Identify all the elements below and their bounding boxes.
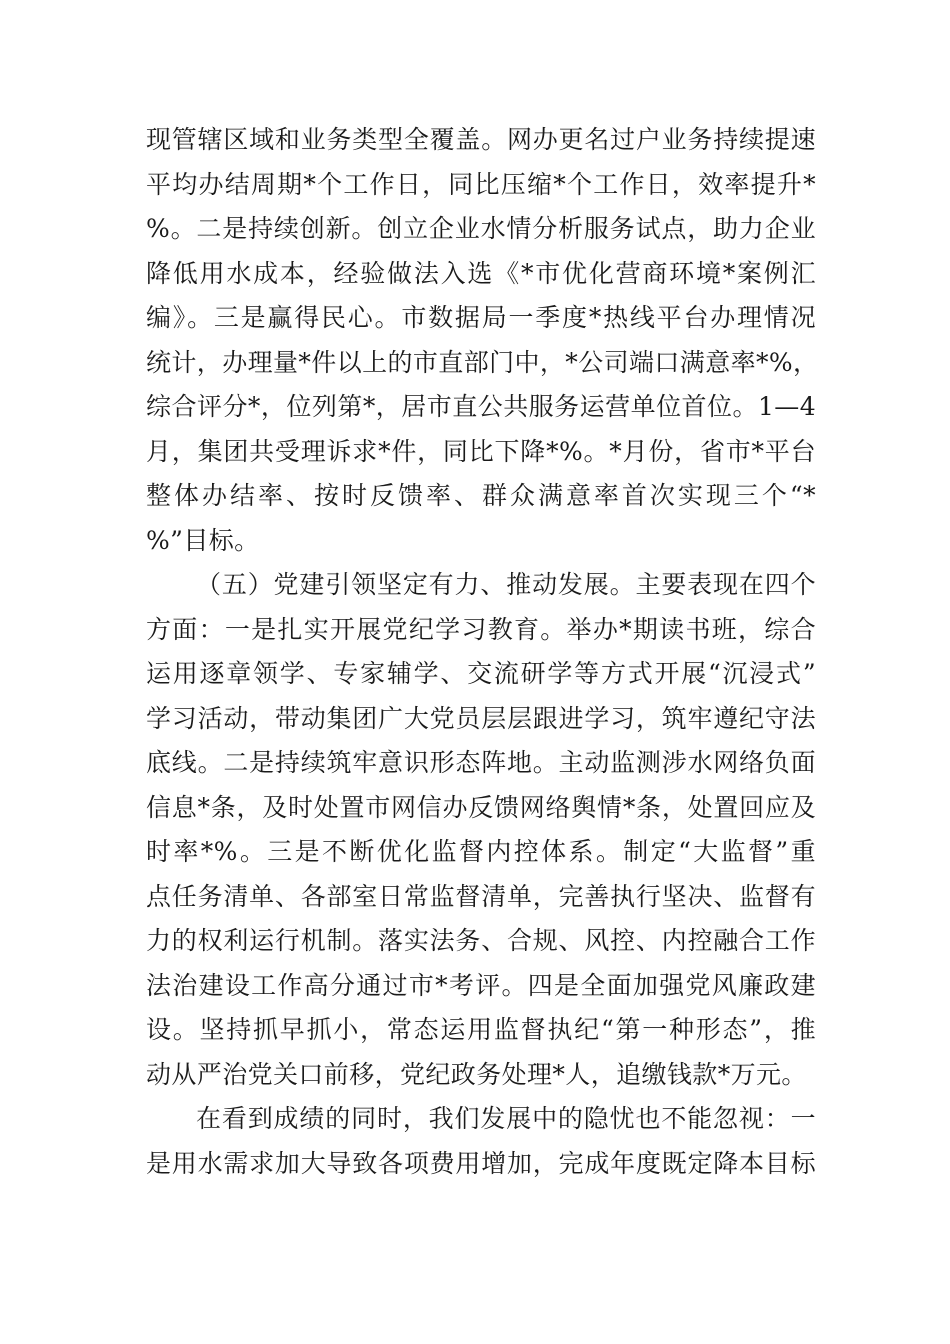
- text-line: 时率*%。三是不断优化监督内控体系。制定“大监督”重: [146, 837, 816, 866]
- text-line: 降低用水成本，经验做法入选《*市优化营商环境*案例汇: [146, 258, 816, 288]
- text-line: 底线。二是持续筑牢意识形态阵地。主动监测涉水网络负面: [146, 748, 816, 777]
- text-line: 学习活动，带动集团广大党员层层跟进学习，筑牢遵纪守法: [146, 703, 816, 733]
- text-line: 现管辖区域和业务类型全覆盖。网办更名过户业务持续提速: [146, 125, 816, 154]
- text-line: 动从严治党关口前移，党纪政务处理*人，追缴钱款*万元。: [146, 1059, 807, 1089]
- text-line: 法治建设工作高分通过市*考评。四是全面加强党风廉政建: [146, 970, 816, 1000]
- text-line: 在看到成绩的同时，我们发展中的隐忧也不能忽视：一: [196, 1104, 816, 1133]
- text-line: 综合评分*，位列第*，居市直公共服务运营单位首位。1—4: [146, 392, 816, 421]
- text-line: 月，集团共受理诉求*件，同比下降*%。*月份，省市*平台: [146, 436, 816, 466]
- text-line: 力的权利运行机制。落实法务、合规、风控、内控融合工作: [146, 926, 816, 955]
- text-line: %”目标。: [146, 525, 260, 555]
- text-line: 信息*条，及时处置市网信办反馈网络舆情*条，处置回应及: [146, 792, 816, 822]
- text-line: 点任务清单、各部室日常监督清单，完善执行坚决、监督有: [146, 881, 816, 911]
- text-line: 是用水需求加大导致各项费用增加，完成年度既定降本目标: [146, 1148, 816, 1178]
- text-line: 编》。三是赢得民心。市数据局一季度*热线平台办理情况: [146, 303, 816, 332]
- text-line: 运用逐章领学、专家辅学、交流研学等方式开展“沉浸式”: [146, 659, 816, 688]
- text-line: %。二是持续创新。创立企业水情分析服务试点，助力企业: [146, 214, 816, 243]
- text-line: 平均办结周期*个工作日，同比压缩*个工作日，效率提升*: [146, 169, 816, 199]
- text-line: 方面：一是扎实开展党纪学习教育。举办*期读书班，综合: [146, 614, 816, 644]
- text-line: （五）党建引领坚定有力、推动发展。主要表现在四个: [196, 570, 816, 599]
- text-line: 统计，办理量*件以上的市直部门中，*公司端口满意率*%，: [146, 347, 819, 377]
- text-line: 整体办结率、按时反馈率、群众满意率首次实现三个“*: [146, 481, 816, 510]
- body-text: [146, 118, 819, 1186]
- text-line: 设。坚持抓早抓小，常态运用监督执纪“第一种形态”，推: [146, 1015, 816, 1044]
